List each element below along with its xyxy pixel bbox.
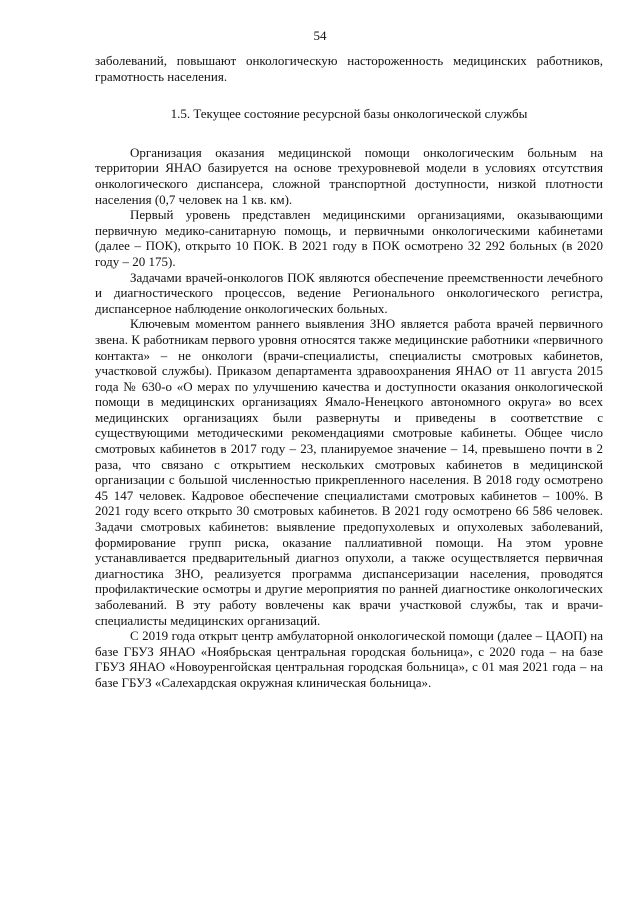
paragraph-caop: С 2019 года открыт центр амбулаторной онкологической помощи (далее – ЦАОП) на базе ГБУЗ ЯНАО «Ноябрьская центральная городская больница», с 2020 года – на базе ГБУЗ ЯНАО «Новоуренгойская центральная городская больница», с 01 мая 2021 года – на базе ГБУЗ «Салехардская окружная клиническая больница».	[95, 628, 603, 690]
page-content	[95, 53, 603, 691]
section-heading: 1.5. Текущее состояние ресурсной базы онкологической службы	[170, 106, 528, 122]
page-number: 54	[313, 28, 327, 43]
paragraph-first-level: Первый уровень представлен медицинскими организациями, оказывающими первичную медико-санитарную помощь, и первичными онкологическими кабинетами (далее – ПОК), открыто 10 ПОК. В 2021 году в ПОК осмотрено 32 292 больных (в 2020 году – 20 175).	[95, 207, 603, 269]
paragraph-organization: Организация оказания медицинской помощи онкологическим больным на территории ЯНАО базируется на основе трехуровневой модели в условиях отсутствия онкологического диспансера, сложной транспортной доступности, низкой плотности населения (0,7 человек на 1 кв. км).	[95, 144, 603, 207]
continuation-paragraph: заболеваний, повышают онкологическую настороженность медицинских работников, грамотность населения.	[95, 53, 603, 84]
paragraph-early-detection: Ключевым моментом раннего выявления ЗНО является работа врачей первичного звена. К работникам первого уровня относятся также медицинские работники «первичного контакта» – не онкологи (врачи-специалисты, специалисты смотровых кабинетов, участковой службы). Приказом департамента здравоохранения ЯНАО от 11 августа 2015 года № 630-о «О мерах по улучшению качества и доступности оказания онкологической помощи в медицинских организациях Ямало-Ненецкого автономного округа» во всех медицинских организациях были развернуты и приведены в соответствие с существующими методическими рекомендациями смотровые кабинеты. Общее число смотровых кабинетов в 2017 году – 23, планируемое значение – 14, превышено почти в 2 раза, что связано с открытием нескольких смотровых кабинетов в медицинской организации с большой численностью прикрепленного населения. В 2018 году осмотрено 45 147 человек. Кадровое обеспечение специалистами смотровых кабинетов – 100%. В 2021 году всего открыто 30 смотровых кабинетов. В 2021 году осмотрено 66 586 человек. Задачи смотровых кабинетов: выявление предопухолевых и опухолевых заболеваний, формирование групп риска, оказание паллиативной помощи. На этом уровне устанавливается предварительный диагноз опухоли, а также осуществляется первичная диагностика ЗНО, реализуется программа диспансеризации населения, проводятся профилактические осмотры и другие мероприятия по ранней диагностике онкологических заболеваний. В эту работу вовлечены как врачи участковой службы, так и врачи-специалисты медицинских организаций.	[95, 316, 603, 628]
paragraph-oncologist-tasks: Задачами врачей-онкологов ПОК являются обеспечение преемственности лечебного и диагностического процессов, ведение Регионального онкологического регистра, диспансерное наблюдение онкологических больных.	[95, 269, 603, 316]
